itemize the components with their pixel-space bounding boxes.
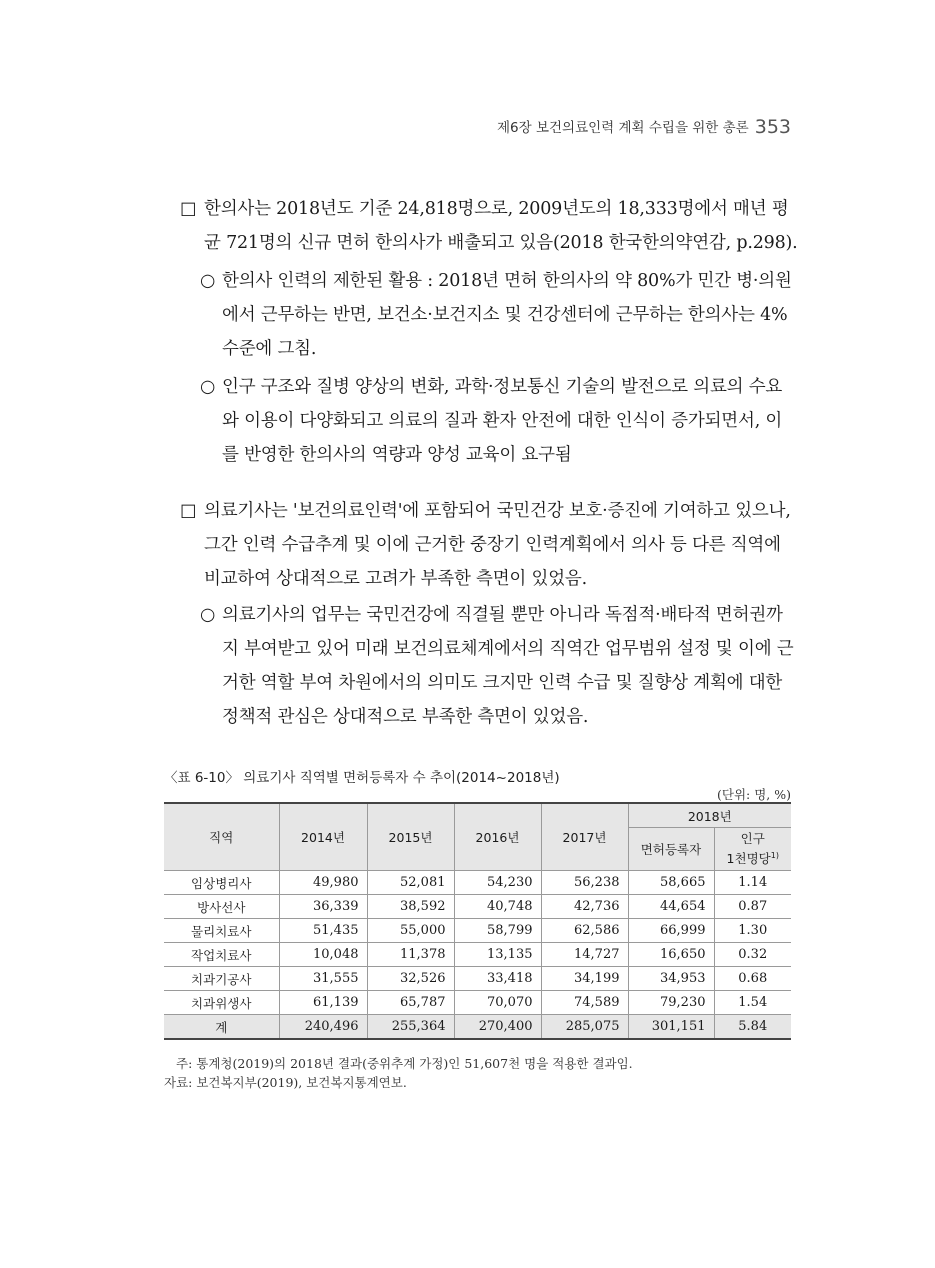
- table-cell: 301,151: [628, 1015, 714, 1040]
- paragraph-oriental-doctors: [180, 192, 798, 260]
- table-cell: 38,592: [367, 895, 454, 919]
- table-cell: 51,435: [279, 919, 367, 943]
- table-cell: 34,953: [628, 967, 714, 991]
- table-cell: 5.84: [714, 1015, 791, 1040]
- table-cell: 79,230: [628, 991, 714, 1015]
- table-cell: 34,199: [541, 967, 628, 991]
- table-row: [164, 967, 791, 991]
- license-table: [164, 802, 791, 1040]
- chapter-title: 제6장 보건의료인력 계획 수립을 위한 총론: [496, 120, 749, 136]
- square-bullet-icon: □: [180, 501, 197, 521]
- paragraph-technician-duties: [200, 598, 798, 734]
- circle-bullet-icon: ○: [200, 377, 216, 397]
- header-role: 직역: [164, 803, 279, 871]
- table-note: 주: 통계청(2019)의 2018년 결과(중위추계 가정)인 51,607천 명을 적용한 결과임.: [176, 1056, 633, 1071]
- header-per-pop-line2: 1천명당: [726, 851, 771, 867]
- table-row-label: 임상병리사: [164, 871, 279, 895]
- header-2018: 2018년: [628, 803, 791, 828]
- table-cell: 36,339: [279, 895, 367, 919]
- table-cell: 61,139: [279, 991, 367, 1015]
- table-cell: 58,799: [454, 919, 541, 943]
- table-cell: 10,048: [279, 943, 367, 967]
- paragraph-text: 한의사 인력의 제한된 활용 : 2018년 면허 한의사의 약 80%가 민간 병·의원에서 근무하는 반면, 보건소·보건지소 및 건강센터에 근무하는 한의사는 4% 수준에 그침.: [222, 271, 792, 359]
- table-row-label: 방사선사: [164, 895, 279, 919]
- table-cell: 1.30: [714, 919, 791, 943]
- running-header: [497, 116, 791, 138]
- table-cell: 54,230: [454, 871, 541, 895]
- table-cell: 40,748: [454, 895, 541, 919]
- table-cell: 44,654: [628, 895, 714, 919]
- paragraph-medical-technicians: [180, 494, 798, 596]
- table-cell: 66,999: [628, 919, 714, 943]
- page-number: 353: [754, 116, 791, 138]
- table-cell: 0.68: [714, 967, 791, 991]
- table-row: [164, 919, 791, 943]
- table-cell: 240,496: [279, 1015, 367, 1040]
- table-cell: 62,586: [541, 919, 628, 943]
- table-cell: 55,000: [367, 919, 454, 943]
- circle-bullet-icon: ○: [200, 605, 216, 625]
- table-cell: 11,378: [367, 943, 454, 967]
- table-cell: 70,070: [454, 991, 541, 1015]
- paragraph-text: 의료기사는 '보건의료인력'에 포함되어 국민건강 보호·증진에 기여하고 있으나, 그간 인력 수급추계 및 이에 근거한 중장기 인력계획에서 의사 등 다른 직역에 비교하여 상대적으로 고려가 부족한 측면이 있었음.: [204, 501, 791, 589]
- header-per-pop-line1: 인구: [740, 831, 765, 847]
- paragraph-limited-use: [200, 264, 798, 366]
- table-unit: (단위: 명, %): [717, 787, 791, 802]
- table-cell: 58,665: [628, 871, 714, 895]
- paragraph-text: 의료기사의 업무는 국민건강에 직결될 뿐만 아니라 독점적·배타적 면허권까지 부여받고 있어 미래 보건의료체계에서의 직역간 업무범위 설정 및 이에 근거한 역할 부여 차원에서의 의미도 크지만 인력 수급 및 질향상 계획에 대한 정책적 관심은 상대적으로 부족한 측면이 있었음.: [222, 605, 794, 727]
- paragraph-text: 인구 구조와 질병 양상의 변화, 과학·정보통신 기술의 발전으로 의료의 수요와 이용이 다양화되고 의료의 질과 환자 안전에 대한 인식이 증가되면서, 이를 반영한 한의사의 역량과 양성 교육이 요구됨: [222, 377, 783, 465]
- table-cell: 0.87: [714, 895, 791, 919]
- table-cell: 0.32: [714, 943, 791, 967]
- table-row-label: 작업치료사: [164, 943, 279, 967]
- table-row: [164, 943, 791, 967]
- table-cell: 49,980: [279, 871, 367, 895]
- table-cell: 52,081: [367, 871, 454, 895]
- table-cell: 65,787: [367, 991, 454, 1015]
- paragraph-text: 한의사는 2018년도 기준 24,818명으로, 2009년도의 18,333명에서 매년 평균 721명의 신규 면허 한의사가 배출되고 있음(2018 한국한의약연감, p.298).: [204, 199, 798, 253]
- header-2017: 2017년: [541, 803, 628, 871]
- table-total-row: [164, 1015, 791, 1040]
- circle-bullet-icon: ○: [200, 271, 216, 291]
- table-cell: 270,400: [454, 1015, 541, 1040]
- table-cell: 32,526: [367, 967, 454, 991]
- table-row-label: 계: [164, 1015, 279, 1040]
- table-cell: 14,727: [541, 943, 628, 967]
- footnote-marker: 1): [770, 851, 779, 861]
- header-2014: 2014년: [279, 803, 367, 871]
- table-row-label: 치과기공사: [164, 967, 279, 991]
- square-bullet-icon: □: [180, 199, 197, 219]
- table-cell: 33,418: [454, 967, 541, 991]
- table-cell: 16,650: [628, 943, 714, 967]
- table-cell: 1.54: [714, 991, 791, 1015]
- table-title: 〈표 6-10〉 의료기사 직역별 면허등록자 수 추이(2014~2018년): [164, 770, 560, 786]
- table-row: [164, 895, 791, 919]
- table-cell: 255,364: [367, 1015, 454, 1040]
- header-2015: 2015년: [367, 803, 454, 871]
- table-source: 자료: 보건복지부(2019), 보건복지통계연보.: [164, 1075, 407, 1090]
- table-cell: 285,075: [541, 1015, 628, 1040]
- table-cell: 74,589: [541, 991, 628, 1015]
- table-cell: 1.14: [714, 871, 791, 895]
- header-per-population: [714, 828, 791, 871]
- header-2016: 2016년: [454, 803, 541, 871]
- table-cell: 42,736: [541, 895, 628, 919]
- table-cell: 31,555: [279, 967, 367, 991]
- table-cell: 56,238: [541, 871, 628, 895]
- table-cell: 13,135: [454, 943, 541, 967]
- table-row: [164, 991, 791, 1015]
- table-row: [164, 871, 791, 895]
- header-licensed: 면허등록자: [628, 828, 714, 871]
- paragraph-demand-change: [200, 370, 798, 472]
- table-row-label: 물리치료사: [164, 919, 279, 943]
- table-row-label: 치과위생사: [164, 991, 279, 1015]
